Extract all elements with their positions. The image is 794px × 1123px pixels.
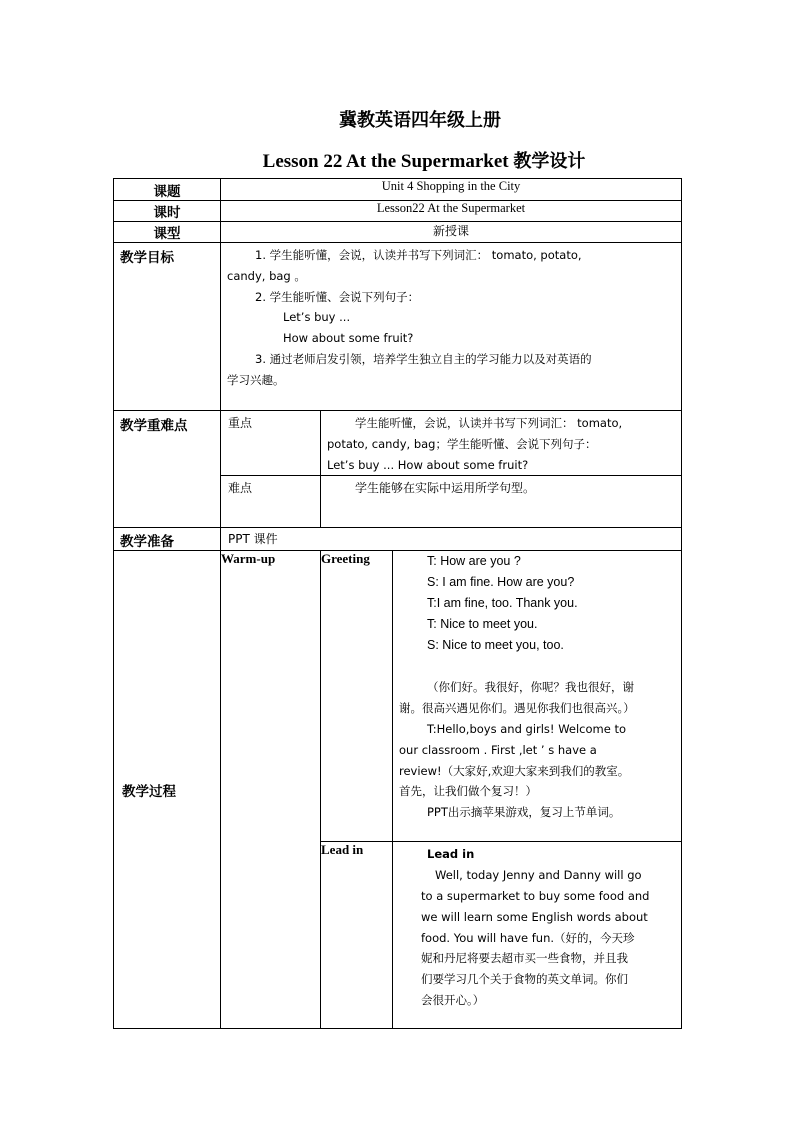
lead-in-line: 会很开心。） bbox=[421, 992, 485, 1007]
difficulty-content: 学生能够在实际中运用所学句型。 bbox=[321, 476, 682, 528]
dialogue-line: S: I am fine. How are you? bbox=[427, 575, 575, 590]
lead-in-line: 妮和丹尼将要去超市买一些食物，并且我 bbox=[421, 951, 628, 966]
design-label: 教学设计 bbox=[513, 151, 586, 172]
paragraph-line: 首先，让我们做个复习！） bbox=[399, 784, 537, 799]
lead-in-title: Lead in bbox=[427, 847, 475, 862]
lead-in-label: Lead in bbox=[321, 842, 393, 1029]
greeting-paragraph bbox=[399, 677, 675, 823]
greeting-label: Greeting bbox=[321, 551, 393, 842]
lesson-type-value: 新授课 bbox=[221, 222, 682, 243]
difficulty-sublabel: 难点 bbox=[221, 476, 321, 528]
key-line: potato, candy, bag；学生能听懂、会说下列句子： bbox=[327, 436, 597, 451]
paragraph-line: 谢。很高兴遇见你们。遇见你我们也很高兴。） bbox=[399, 701, 635, 716]
topic-label: 课题 bbox=[114, 179, 221, 201]
goal-line: Let’s buy ... bbox=[283, 310, 351, 325]
key-points-label: 教学重难点 bbox=[114, 411, 221, 528]
goal-line: 3. 通过老师启发引领，培养学生独立自主的学习能力以及对英语的 bbox=[255, 351, 592, 366]
lead-in-line: Well, today Jenny and Danny will go bbox=[435, 868, 642, 883]
period-label: 课时 bbox=[114, 201, 221, 222]
lead-in-line: food. You will have fun.（好的，今天珍 bbox=[421, 930, 635, 945]
dialogue-line: T: How are you ? bbox=[427, 554, 521, 569]
period-value: Lesson22 At the Supermarket bbox=[221, 201, 682, 222]
document-title: 冀教英语四年级上册 bbox=[339, 110, 501, 131]
lesson-title: Lesson 22 At the Supermarket bbox=[262, 151, 509, 172]
key-line: Let’s buy ... How about some fruit? bbox=[327, 457, 529, 472]
lesson-type-label: 课型 bbox=[114, 222, 221, 243]
paragraph-line: PPT出示摘苹果游戏，复习上节单词。 bbox=[427, 805, 621, 820]
goal-line: candy, bag 。 bbox=[227, 268, 306, 283]
goal-line: 1. 学生能听懂，会说，认读并书写下列词汇： tomato, potato, bbox=[255, 248, 582, 262]
goal-line: 学习兴趣。 bbox=[227, 372, 285, 387]
key-line: 学生能听懂，会说，认读并书写下列词汇： tomato, bbox=[355, 416, 623, 430]
lead-in-line: 们要学习几个关于食物的英文单词。你们 bbox=[421, 972, 628, 987]
greeting-content bbox=[393, 551, 682, 842]
process-label: 教学过程 bbox=[114, 551, 221, 1029]
lead-in-content bbox=[393, 842, 682, 1029]
paragraph-line: T:Hello,boys and girls! Welcome to bbox=[427, 721, 626, 736]
lead-in-line: we will learn some English words about bbox=[421, 909, 648, 924]
preparation-value: PPT 课件 bbox=[221, 528, 682, 551]
document-subtitle bbox=[0, 147, 794, 173]
paragraph-line: （你们好。我很好，你呢？我也很好，谢 bbox=[427, 680, 634, 695]
dialogue-line: T: Nice to meet you. bbox=[427, 616, 538, 631]
preparation-label: 教学准备 bbox=[114, 528, 221, 551]
goals-label: 教学目标 bbox=[114, 243, 221, 411]
paragraph-line: our classroom . First ,let ’ s have a bbox=[399, 742, 597, 757]
lesson-plan-table bbox=[113, 178, 682, 1029]
lead-in-line: to a supermarket to buy some food and bbox=[421, 888, 650, 903]
dialogue-line: S: Nice to meet you, too. bbox=[427, 637, 564, 652]
warmup-label: Warm-up bbox=[221, 551, 321, 1029]
dialogue-line: T:I am fine, too. Thank you. bbox=[427, 595, 578, 610]
goal-line: How about some fruit? bbox=[283, 331, 414, 346]
goals-content bbox=[221, 243, 682, 411]
key-point-content bbox=[321, 411, 682, 476]
paragraph-line: review!（大家好,欢迎大家来到我们的教室。 bbox=[399, 763, 630, 778]
key-point-sublabel: 重点 bbox=[221, 411, 321, 476]
topic-value: Unit 4 Shopping in the City bbox=[221, 179, 682, 201]
goal-line: 2. 学生能听懂、会说下列句子： bbox=[255, 289, 420, 304]
